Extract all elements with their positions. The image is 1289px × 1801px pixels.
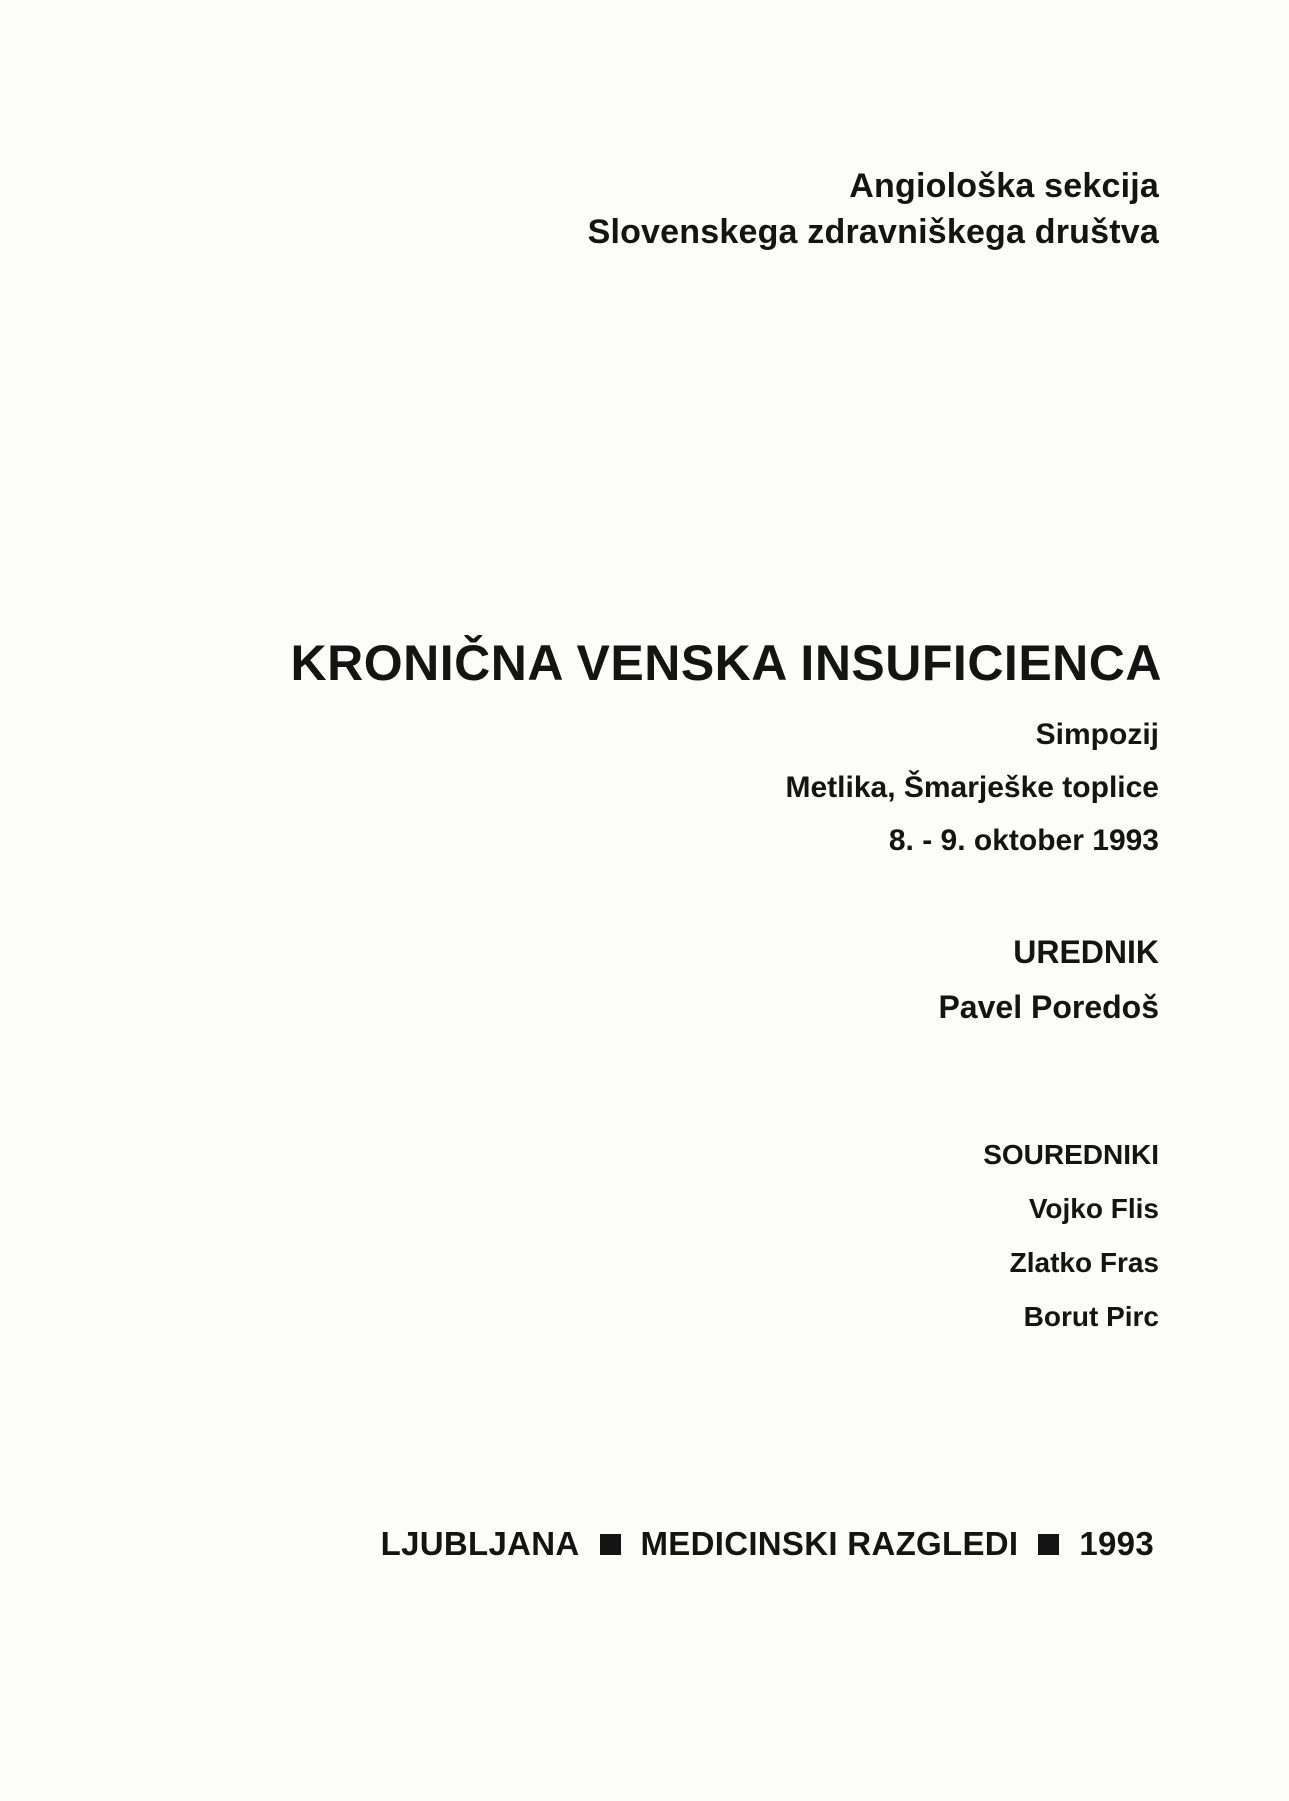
- coeditors-section: [983, 1128, 1159, 1344]
- event-details: [785, 708, 1159, 867]
- coeditor-name: Zlatko Fras: [1009, 1247, 1159, 1278]
- coeditor-name: Borut Pirc: [1023, 1301, 1159, 1332]
- society-name-line1: Angiološka sekcija: [849, 167, 1159, 205]
- square-separator-icon: [1038, 1534, 1059, 1555]
- event-type: Simpozij: [1035, 718, 1159, 751]
- event-date: 8. - 9. oktober 1993: [888, 824, 1159, 857]
- editor-section: [938, 925, 1159, 1035]
- coeditors-heading: SOUREDNIKI: [983, 1139, 1159, 1170]
- editor-heading: UREDNIK: [1013, 934, 1159, 970]
- event-location: Metlika, Šmarješke toplice: [785, 771, 1159, 804]
- footer-publisher: MEDICINSKI RAZGLEDI: [640, 1525, 1019, 1562]
- document-title: [291, 633, 1162, 693]
- footer-year: 1993: [1079, 1525, 1154, 1562]
- society-name-line2: Slovenskega zdravniškega društva: [587, 213, 1159, 251]
- footer-city: LJUBLJANA: [380, 1525, 580, 1562]
- document-title-text: KRONIČNA VENSKA INSUFICIENCA: [290, 635, 1162, 691]
- society-header: [588, 163, 1159, 255]
- publication-footer: [381, 1522, 1154, 1566]
- editor-name: Pavel Poredoš: [938, 989, 1159, 1025]
- square-separator-icon: [600, 1534, 621, 1555]
- coeditor-name: Vojko Flis: [1028, 1193, 1159, 1224]
